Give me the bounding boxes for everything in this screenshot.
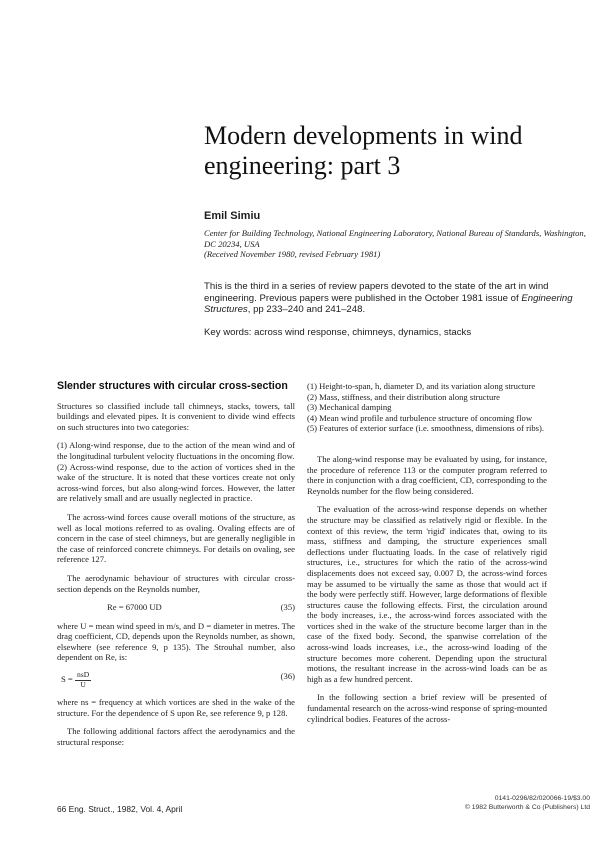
affiliation: Center for Building Technology, National Engineering Laboratory, National Bureau of Standards, Washington, DC 20234, USA <box>204 228 586 249</box>
equation-35 <box>57 602 295 613</box>
equation-number: (35) <box>280 602 295 613</box>
left-column <box>57 381 295 756</box>
paragraph: In the following section a brief review will be presented of fundamental research on the across-wind response of spring-mounted cylindrical bodies. Features of the across- <box>307 692 547 724</box>
received-dates: (Received November 1980, revised February 1981) <box>204 249 381 259</box>
list-item: (2) Mass, stiffness, and their distribution along structure <box>307 391 500 402</box>
copyright: © 1982 Butterworth & Co (Publishers) Ltd <box>464 803 590 811</box>
numerator: nsD <box>76 670 90 680</box>
paragraph: Structures so classified include tall chimneys, stacks, towers, tall buildings and elevated pipes. It is convenient to divide wind effects on such structures into two categories: <box>57 400 295 432</box>
copyright-block <box>390 795 590 812</box>
paragraph: where U = mean wind speed in m/s, and D = diameter in metres. The drag coefficient, CD, depends upon the Reynolds number, as shown, elsewhere (see reference 9, p 135). The Strouhal number, also dependent on Re, is: <box>57 620 295 663</box>
author-name: Emil Simiu <box>204 210 261 222</box>
paragraph: The evaluation of the across-wind response depends on whether the structure may be classified as relatively rigid or flexible. In the context of this review, the term 'rigid' indicates that, owing to its mass, stiffness and damping, the structure experiences small deflections under fluctuating loads. In the case of relatively rigid structures, i.e., structures for which the ratio of the across-wind displacements does not exceed say, 0.007 D, the across-wind forces may be assumed to be virtually the same as those that would act if the body were perfectly stiff. However, large deformations of flexible structures cause the following effects. First, the circulation around the body increases, i.e., the across-wind forces associated with the vortices shed in the wake of the structure become larger than in the case of the fixed body. Second, the spanwise correlation of the across-wind loads increases, i.e., the across-wind loading of the structure becomes more coherent. Depending upon the structural motions, the resultant increase in the across-wind loads can be as high as a few hundred percent. <box>307 504 547 684</box>
abstract-text-a: This is the third in a series of review papers devoted to the state of the art in wind engineering. Previous papers were published in the October 1981 issue of <box>204 281 549 304</box>
affiliation-block <box>204 228 588 260</box>
list-item: (1) Along-wind response, due to the action of the mean wind and of the longitudinal turbulent velocity fluctuations in the oncoming flow. <box>57 440 295 461</box>
equation-body <box>57 671 91 689</box>
list-item: (1) Height-to-span, h, diameter D, and its variation along structure <box>307 381 536 391</box>
paragraph: The along-wind response may be evaluated by using, for instance, the procedure of reference 113 or the computer program referred to there in conjunction with a drag coefficient, CD, corresponding to the Reynolds number for the flow being considered. <box>307 453 547 496</box>
title-line-1: Modern developments in wind <box>204 121 523 150</box>
list-item: (3) Mechanical damping <box>307 402 392 413</box>
paper-title <box>204 121 584 181</box>
article-code: 0141-0296/82/020066-19/$3.00 <box>494 795 590 802</box>
paragraph: The across-wind forces cause overall motions of the structure, as well as local motions referred to as ovaling. Ovaling effects are of concern in the case of steel chimneys, but are generally negligible in the case of reinforced concrete chimneys. For details on ovaling, see reference 127. <box>57 511 295 565</box>
list-item: (2) Across-wind response, due to the action of vortices shed in the wake of the structure. It is noted that these vortices create not only across-wind forces, but also along-wind forces. However, the latter are relatively small and are usually neglected in practice. <box>57 461 295 504</box>
right-column <box>307 381 547 732</box>
paragraph: where ns = frequency at which vortices are shed in the wake of the structure. For the dependence of S upon Re, see reference 9, p 128. <box>57 697 295 718</box>
equation-number: (36) <box>280 671 295 682</box>
paragraph: The following additional factors affect the aerodynamics and the structural response: <box>57 726 295 748</box>
paragraph: The aerodynamic behaviour of structures with circular cross-section depends on the Reynolds number, <box>57 572 295 594</box>
abstract-journal: Engineering Structures <box>204 292 573 315</box>
abstract <box>204 281 588 316</box>
page-footer: 66 Eng. Struct., 1982, Vol. 4, April <box>57 804 183 814</box>
equation-lhs: S = <box>61 674 73 685</box>
list-item: (5) Features of exterior surface (i.e. smoothness, dimensions of ribs). <box>307 423 544 434</box>
denominator: U <box>80 679 86 689</box>
section-heading: Slender structures with circular cross-section <box>57 380 288 392</box>
equation-36 <box>57 671 295 689</box>
fraction <box>75 671 91 689</box>
equation-body: Re = 67000 UD <box>107 602 162 613</box>
title-line-2: engineering: part 3 <box>204 151 401 180</box>
keywords: Key words: across wind response, chimneys, dynamics, stacks <box>204 327 472 338</box>
list-item: (4) Mean wind profile and turbulence structure of oncoming flow <box>307 412 533 423</box>
abstract-text-b: , pp 233–240 and 241–248. <box>247 304 366 315</box>
